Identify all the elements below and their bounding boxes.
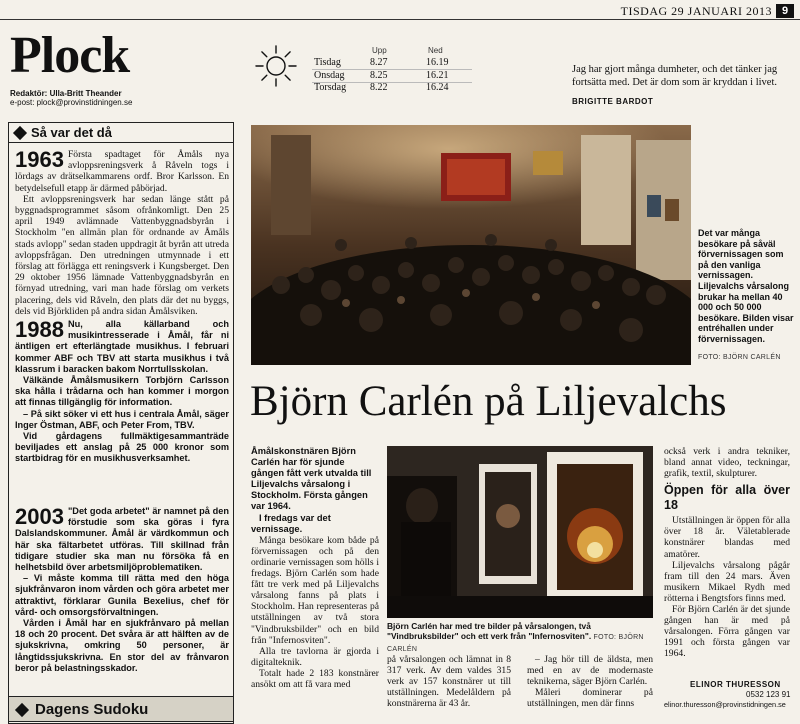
second-photo-caption [387, 621, 653, 655]
history-paragraph: – På sikt söker vi ett hus i centrala Åmål, säger Inger Östman, ABF, och Peter From, TBV. [15, 408, 229, 430]
article-paragraph: Alla tre tavlorna är gjorda i digitalteknik. [251, 645, 379, 668]
gallery-crowd-photo [251, 125, 691, 365]
history-year: 2003 [15, 504, 64, 529]
history-paragraph: Vården i Åmål har en sjukfrånvaro på mellan 18 och 20 procent. Det svåra är att hälften av de sjukskrivna, omkring 50 personer, är långtidssjukskrivna. En stor del av frånvaron beror på belastningsskador. [15, 618, 229, 673]
article-paragraph: Totalt hade 2 183 konstnärer ansökt om att få vara med [251, 667, 379, 690]
article-lead: Åmålskonstnären Björn Carlén har för sjunde gången fått verk utvalda till Liljevalchs vårsalong i Stockholm. Första gången var 1964. [251, 446, 372, 512]
history-title: Så var det då [31, 125, 112, 140]
second-photo-caption-text: Björn Carlén har med tre bilder på vårsalongen, två "Vindbruksbilder" och ett verk från "Infernosviten". [387, 621, 592, 641]
history-paragraph: Vid gårdagens fullmäktigesammanträde beviljades ett anslag på 25 000 kronor som startbidrag för en musikhusverksamhet. [15, 431, 229, 464]
history-paragraph: Första spadtaget för Åmåls nya avloppsreningsverk å Råveln togs i lördags av drätselkammarens ordf. Bror Karlsson. En betydelsefull etapp är därmed påbörjad. [15, 149, 229, 194]
article-paragraph: Utställningen är öppen för alla över 18 år. Väletablerade konstnärer blandas med amatörer. [664, 515, 790, 560]
article-paragraph: – Jag hör till de äldsta, men med en av de modernaste teknikerna, säger Björn Carlén. [527, 654, 653, 688]
author-phone: 0532 123 91 [746, 690, 791, 699]
article-paragraph: Måleri dominerar på utställningen, men där finns [527, 687, 653, 710]
weather-day: Torsdag [314, 82, 347, 93]
history-entry-1963 [15, 149, 229, 317]
weather-down: 16.19 [426, 57, 449, 68]
article-paragraph: på vårsalongen och lämnat in 8 317 verk. Av dem valdes 315 verk av 157 konstnärer ut till utställningen. Medelåldern på konstnärerna är 43 år. [387, 654, 511, 710]
article-column-3 [527, 654, 653, 709]
history-paragraph: – Vi måste komma till rätta med den höga sjukfrånvaron inom vården och göra arbetet mer attraktivt, förklarar Gunila Bexelius, chef för vård- och omsorgsförvaltningen. [15, 573, 229, 617]
history-year: 1988 [15, 317, 64, 342]
history-year: 1963 [15, 147, 64, 172]
artwork-wall-photo [387, 446, 653, 618]
author-name: ELINOR THURESSON [690, 680, 781, 689]
article-lead-2: I fredags var det vernissage. [251, 512, 331, 534]
quote-text: Jag har gjort många dumheter, och det tänker jag fortsätta med. Det är dom som är kryddan i livet. [572, 64, 778, 88]
history-paragraph: Ett avloppsreningsverk har sedan länge stått på byggnadsprogrammet såsom ofrånkomligt. Den 25 april 1949 avlämnade Vattenbyggnadsbyrån i Stockholm "en allmän plan för ordnande av Åmåls stads avlopp" sedan staden uppdragit åt byrån att utreda avloppsfrågan. Den utredningen utmynnade i ett förslag att förlägga ett reningsverk i Kungsberget. Den 29 oktober 1956 lämnade Vattenbyggnadsbyrån en förnyad utredning, vari man hade förslag om verkets placering, dels vid Råveln, den plats där det nu byggs, dels vid Björkliden på andra sidan Åmålsviken. [15, 193, 229, 317]
history-paragraph: "Det goda arbetet" är namnet på den förstudie som ska göras i fyra Dalslandskommuner. Åmål är värdkommun och här ska fältarbetet utföras. Till skillnad från tidigare studier ska man nu försöka få en helhetsbild över arbetsmiljöproblematiken. [15, 506, 229, 573]
article-paragraph: också verk i andra tekniker, bland annat video, teckningar, grafik, textil, skulpturer. [664, 446, 790, 480]
section-email: e-post: plock@provinstidningen.se [10, 98, 133, 107]
article-column-2 [387, 654, 511, 709]
history-header [9, 123, 233, 143]
diamond-bullet-icon [13, 126, 27, 140]
history-paragraph: Välkände Åmålsmusikern Torbjörn Carlsson ska hålla i trådarna och han kommer i morgon att finnas tillgänglig för information. [15, 375, 229, 408]
weather-day: Onsdag [314, 70, 345, 81]
issue-date: TISDAG 29 JANUARI 2013 [620, 4, 772, 18]
history-entry-1988 [15, 319, 229, 465]
quote-author: BRIGITTE BARDOT [572, 97, 654, 106]
sudoku-section [8, 696, 234, 722]
section-editor: Redaktör: Ulla-Britt Theander [10, 89, 122, 98]
article-paragraph: Liljevalchs vårsalong pågår fram till den 24 mars. Även musikern Mikael Rydh med rötterna i Bengtsfors finns med. [664, 559, 790, 604]
main-photo-credit: FOTO: BJÖRN CARLÉN [698, 354, 781, 361]
author-email: elinor.thuresson@provinstidningen.se [664, 700, 786, 709]
article-subhead: Öppen för alla över 18 [664, 483, 790, 513]
sudoku-title: Dagens Sudoku [35, 701, 149, 718]
second-photo-credit: FOTO: BJÖRN CARLÉN [387, 634, 644, 653]
history-box [8, 122, 234, 724]
sunrise-header: Upp [372, 46, 387, 55]
page-number: 9 [776, 4, 794, 18]
history-entry-2003 [15, 506, 229, 674]
weather-up: 8.25 [370, 70, 388, 81]
article-headline: Björn Carlén på Liljevalchs [250, 378, 727, 425]
weather-down: 16.21 [426, 70, 449, 81]
weather-day: Tisdag [314, 57, 341, 68]
main-photo-caption: Det var många besökare på såväl förvernissagen som på den vanliga vernissagen. Liljevalchs vårsalong brukar ha mellan 40 000 och 50 000 besökare. Bilden visar entréhallen under förvernissagen. [698, 228, 794, 344]
history-paragraph: Nu, alla källarband och musikintresserade i Åmål, får ni äntligen ert efterlängtade musikhus. I februari kommer ABF och TBV att starta musikhus i två klassrum i baracken bakom Norrtullsskolan. [15, 319, 229, 374]
weather-up: 8.22 [370, 82, 388, 93]
weather-up: 8.27 [370, 57, 388, 68]
article-paragraph: För Björn Carlén är det sjunde gången han är med på vårsalongen. Förra gången var 1991 och första gången var 1964. [664, 604, 790, 660]
article-paragraph: Många besökare kom både på förvernissagen och på den ordinarie vernissagen som hölls i fredags. Björn Carlén som hade fått tre verk med på Liljevalchs vårsalong fanns på plats i Stockholm. Han representeras på utställningen av två stora "Vindbruksbilder" och en bild från "Infernosviten". [251, 534, 379, 646]
sun-icon [254, 44, 298, 92]
article-column-1 [251, 446, 379, 690]
sunset-header: Ned [428, 46, 443, 55]
weather-down: 16.24 [426, 82, 449, 93]
diamond-bullet-icon [15, 703, 29, 717]
section-title: Plock [10, 27, 130, 84]
article-column-4 [664, 446, 790, 660]
header-divider [0, 19, 800, 20]
